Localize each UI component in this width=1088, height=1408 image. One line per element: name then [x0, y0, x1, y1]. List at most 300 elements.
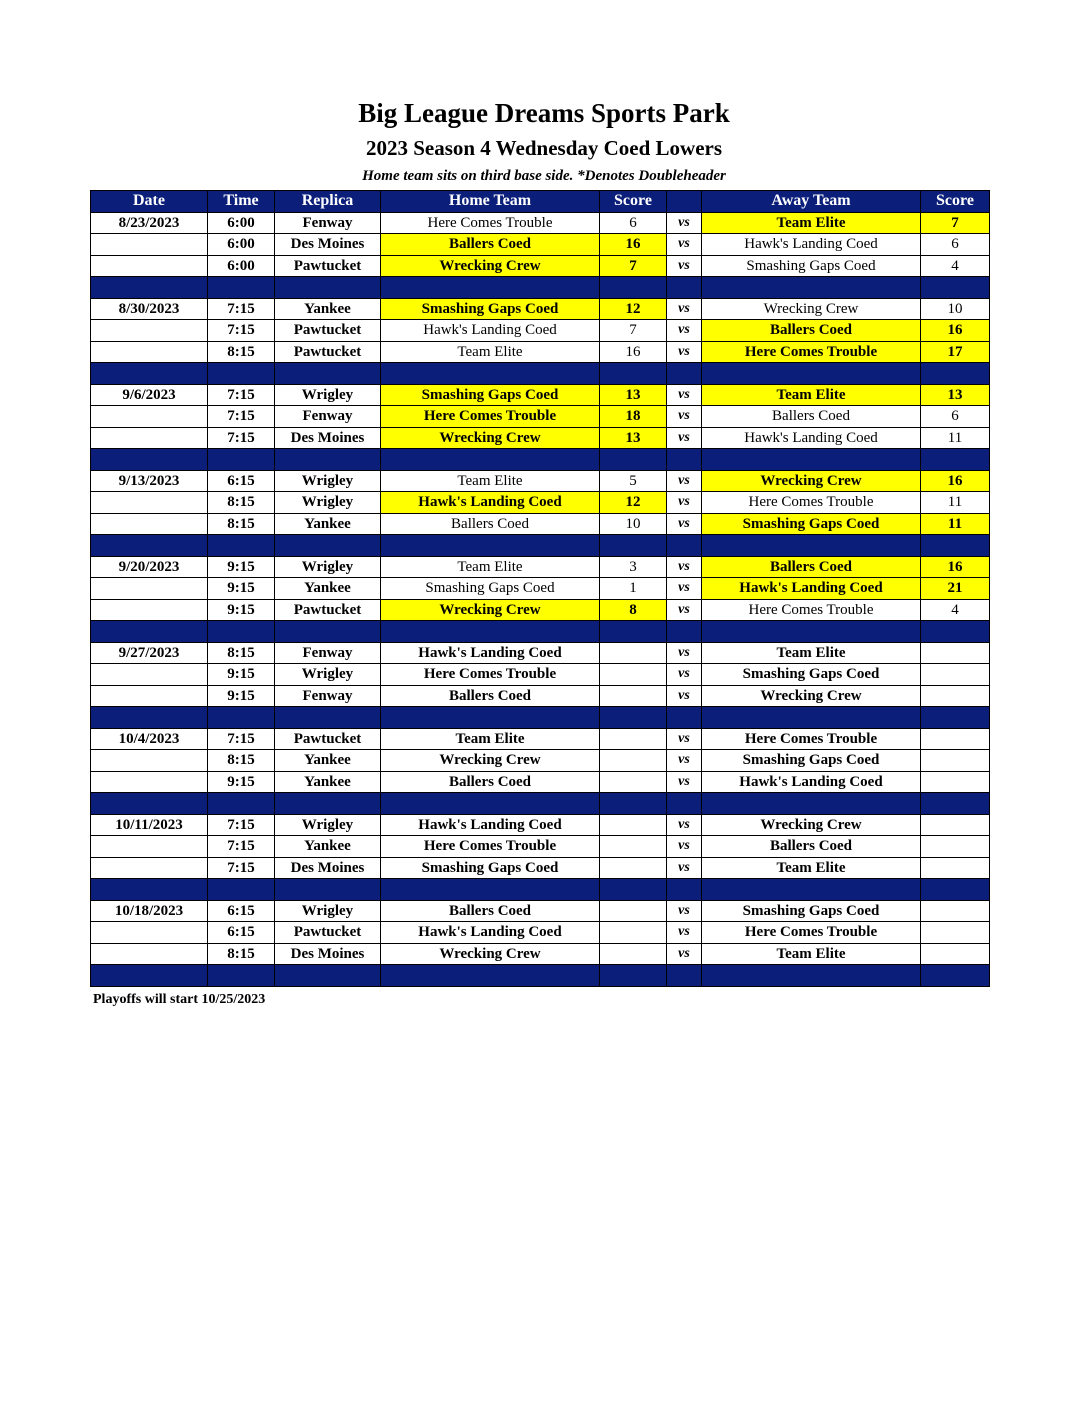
separator-cell: [667, 793, 702, 815]
away-team: Hawk's Landing Coed: [702, 771, 921, 793]
vs-label: vs: [667, 922, 702, 944]
game-replica: Fenway: [275, 212, 381, 234]
separator-cell: [91, 535, 208, 557]
game-row: [91, 513, 990, 535]
separator-cell: [275, 879, 381, 901]
separator-cell: [275, 965, 381, 987]
separator-cell: [702, 363, 921, 385]
page-title: Big League Dreams Sports Park: [358, 98, 730, 128]
separator-cell: [208, 965, 275, 987]
separator-cell: [208, 449, 275, 471]
game-replica: Wrigley: [275, 556, 381, 578]
game-time: 9:15: [208, 599, 275, 621]
game-row: [91, 234, 990, 256]
game-time: 8:15: [208, 341, 275, 363]
game-time: 7:15: [208, 857, 275, 879]
game-row: [91, 922, 990, 944]
game-row: [91, 728, 990, 750]
game-row: [91, 814, 990, 836]
separator-cell: [381, 879, 600, 901]
game-date: [91, 492, 208, 514]
separator-cell: [208, 621, 275, 643]
game-time: 9:15: [208, 578, 275, 600]
home-team: Hawk's Landing Coed: [381, 492, 600, 514]
away-score: [921, 857, 990, 879]
vs-label: vs: [667, 599, 702, 621]
vs-label: vs: [667, 685, 702, 707]
game-replica: Wrigley: [275, 384, 381, 406]
home-team: Ballers Coed: [381, 900, 600, 922]
separator-cell: [91, 449, 208, 471]
game-time: 9:15: [208, 664, 275, 686]
header-row: [91, 191, 990, 213]
separator-cell: [702, 535, 921, 557]
game-row: [91, 341, 990, 363]
separator-cell: [702, 621, 921, 643]
game-replica: Fenway: [275, 642, 381, 664]
separator-cell: [600, 621, 667, 643]
home-score: [600, 771, 667, 793]
separator-cell: [91, 707, 208, 729]
away-score: 11: [921, 427, 990, 449]
separator-cell: [91, 879, 208, 901]
separator-cell: [208, 363, 275, 385]
separator-cell: [381, 363, 600, 385]
game-date: [91, 234, 208, 256]
separator-cell: [275, 707, 381, 729]
week-separator: [91, 363, 990, 385]
away-team: Hawk's Landing Coed: [702, 234, 921, 256]
separator-cell: [91, 793, 208, 815]
vs-label: vs: [667, 255, 702, 277]
separator-cell: [600, 277, 667, 299]
vs-label: vs: [667, 664, 702, 686]
vs-label: vs: [667, 900, 702, 922]
separator-cell: [208, 793, 275, 815]
col-away-score: Score: [921, 191, 990, 213]
away-score: 4: [921, 255, 990, 277]
game-row: [91, 556, 990, 578]
home-team: Team Elite: [381, 341, 600, 363]
away-team: Ballers Coed: [702, 556, 921, 578]
home-team: Team Elite: [381, 556, 600, 578]
col-replica: Replica: [275, 191, 381, 213]
game-row: [91, 750, 990, 772]
separator-cell: [921, 879, 990, 901]
game-replica: Wrigley: [275, 814, 381, 836]
home-score: [600, 642, 667, 664]
away-score: 6: [921, 406, 990, 428]
away-team: Here Comes Trouble: [702, 599, 921, 621]
week-separator: [91, 793, 990, 815]
game-row: [91, 599, 990, 621]
away-team: Wrecking Crew: [702, 298, 921, 320]
game-date: [91, 427, 208, 449]
away-score: 21: [921, 578, 990, 600]
away-team: Team Elite: [702, 943, 921, 965]
game-date: [91, 943, 208, 965]
game-time: 8:15: [208, 642, 275, 664]
game-time: 7:15: [208, 814, 275, 836]
game-row: [91, 771, 990, 793]
game-row: [91, 470, 990, 492]
home-score: [600, 857, 667, 879]
vs-label: vs: [667, 492, 702, 514]
home-score: 13: [600, 427, 667, 449]
game-time: 6:15: [208, 900, 275, 922]
home-score: [600, 750, 667, 772]
away-team: Here Comes Trouble: [702, 492, 921, 514]
away-team: Smashing Gaps Coed: [702, 900, 921, 922]
home-score: 1: [600, 578, 667, 600]
vs-label: vs: [667, 406, 702, 428]
game-date: 10/11/2023: [91, 814, 208, 836]
game-date: [91, 320, 208, 342]
game-replica: Yankee: [275, 298, 381, 320]
away-score: 4: [921, 599, 990, 621]
vs-label: vs: [667, 513, 702, 535]
game-date: [91, 255, 208, 277]
away-score: 6: [921, 234, 990, 256]
home-team: Smashing Gaps Coed: [381, 384, 600, 406]
game-time: 6:15: [208, 922, 275, 944]
separator-cell: [275, 535, 381, 557]
game-time: 7:15: [208, 406, 275, 428]
game-replica: Yankee: [275, 750, 381, 772]
vs-label: vs: [667, 642, 702, 664]
col-vs: [667, 191, 702, 213]
game-replica: Fenway: [275, 406, 381, 428]
game-time: 9:15: [208, 556, 275, 578]
separator-cell: [208, 707, 275, 729]
game-date: 9/20/2023: [91, 556, 208, 578]
separator-cell: [91, 363, 208, 385]
game-replica: Des Moines: [275, 427, 381, 449]
game-time: 9:15: [208, 771, 275, 793]
game-date: [91, 771, 208, 793]
separator-cell: [921, 449, 990, 471]
home-team: Ballers Coed: [381, 685, 600, 707]
separator-cell: [381, 707, 600, 729]
home-score: [600, 900, 667, 922]
game-row: [91, 255, 990, 277]
home-team: Ballers Coed: [381, 513, 600, 535]
game-time: 7:15: [208, 298, 275, 320]
away-score: [921, 685, 990, 707]
game-date: 8/23/2023: [91, 212, 208, 234]
away-team: Wrecking Crew: [702, 685, 921, 707]
game-replica: Des Moines: [275, 234, 381, 256]
game-date: [91, 513, 208, 535]
game-row: [91, 427, 990, 449]
game-replica: Pawtucket: [275, 922, 381, 944]
away-score: [921, 728, 990, 750]
home-score: [600, 664, 667, 686]
schedule-note: Home team sits on third base side. *Denotes Doubleheader: [362, 168, 726, 184]
away-team: Ballers Coed: [702, 836, 921, 858]
vs-label: vs: [667, 341, 702, 363]
separator-cell: [921, 793, 990, 815]
game-replica: Yankee: [275, 836, 381, 858]
separator-cell: [208, 277, 275, 299]
week-separator: [91, 879, 990, 901]
separator-cell: [702, 965, 921, 987]
game-replica: Wrigley: [275, 900, 381, 922]
separator-cell: [91, 277, 208, 299]
game-row: [91, 320, 990, 342]
game-row: [91, 943, 990, 965]
game-replica: Pawtucket: [275, 599, 381, 621]
game-date: [91, 406, 208, 428]
week-separator: [91, 449, 990, 471]
vs-label: vs: [667, 814, 702, 836]
home-team: Here Comes Trouble: [381, 836, 600, 858]
home-score: [600, 836, 667, 858]
separator-cell: [91, 621, 208, 643]
separator-cell: [921, 621, 990, 643]
separator-cell: [702, 449, 921, 471]
away-team: Hawk's Landing Coed: [702, 427, 921, 449]
separator-cell: [667, 621, 702, 643]
home-team: Wrecking Crew: [381, 750, 600, 772]
home-team: Here Comes Trouble: [381, 212, 600, 234]
game-date: [91, 664, 208, 686]
separator-cell: [667, 965, 702, 987]
col-away-team: Away Team: [702, 191, 921, 213]
home-score: 12: [600, 298, 667, 320]
game-time: 6:00: [208, 255, 275, 277]
separator-cell: [381, 793, 600, 815]
home-team: Hawk's Landing Coed: [381, 320, 600, 342]
away-score: [921, 771, 990, 793]
game-date: [91, 578, 208, 600]
away-team: Smashing Gaps Coed: [702, 750, 921, 772]
game-time: 8:15: [208, 492, 275, 514]
separator-cell: [921, 535, 990, 557]
away-score: 16: [921, 470, 990, 492]
game-row: [91, 900, 990, 922]
home-score: 3: [600, 556, 667, 578]
separator-cell: [275, 449, 381, 471]
away-team: Team Elite: [702, 642, 921, 664]
home-score: 13: [600, 384, 667, 406]
separator-cell: [667, 277, 702, 299]
vs-label: vs: [667, 836, 702, 858]
game-replica: Pawtucket: [275, 341, 381, 363]
separator-cell: [667, 879, 702, 901]
away-score: 17: [921, 341, 990, 363]
col-time: Time: [208, 191, 275, 213]
separator-cell: [921, 965, 990, 987]
separator-cell: [921, 277, 990, 299]
away-team: Wrecking Crew: [702, 470, 921, 492]
game-date: 10/4/2023: [91, 728, 208, 750]
home-team: Here Comes Trouble: [381, 406, 600, 428]
vs-label: vs: [667, 470, 702, 492]
home-team: Ballers Coed: [381, 771, 600, 793]
home-team: Hawk's Landing Coed: [381, 814, 600, 836]
home-score: 7: [600, 255, 667, 277]
game-time: 8:15: [208, 750, 275, 772]
playoffs-note: Playoffs will start 10/25/2023: [93, 992, 266, 1007]
separator-cell: [702, 793, 921, 815]
week-separator: [91, 965, 990, 987]
home-score: [600, 943, 667, 965]
home-score: [600, 922, 667, 944]
separator-cell: [667, 363, 702, 385]
away-team: Smashing Gaps Coed: [702, 513, 921, 535]
separator-cell: [600, 707, 667, 729]
week-separator: [91, 277, 990, 299]
week-separator: [91, 707, 990, 729]
away-score: 13: [921, 384, 990, 406]
game-row: [91, 212, 990, 234]
home-team: Hawk's Landing Coed: [381, 922, 600, 944]
game-replica: Wrigley: [275, 664, 381, 686]
away-team: Team Elite: [702, 384, 921, 406]
vs-label: vs: [667, 234, 702, 256]
game-row: [91, 857, 990, 879]
separator-cell: [208, 879, 275, 901]
vs-label: vs: [667, 556, 702, 578]
vs-label: vs: [667, 750, 702, 772]
separator-cell: [600, 879, 667, 901]
col-date: Date: [91, 191, 208, 213]
page-subtitle: 2023 Season 4 Wednesday Coed Lowers: [365, 136, 723, 160]
vs-label: vs: [667, 320, 702, 342]
away-score: [921, 900, 990, 922]
away-team: Hawk's Landing Coed: [702, 578, 921, 600]
away-team: Here Comes Trouble: [702, 922, 921, 944]
game-replica: Des Moines: [275, 857, 381, 879]
game-row: [91, 384, 990, 406]
home-team: Team Elite: [381, 470, 600, 492]
separator-cell: [275, 363, 381, 385]
home-team: Wrecking Crew: [381, 427, 600, 449]
game-date: [91, 922, 208, 944]
away-team: Team Elite: [702, 857, 921, 879]
away-team: Team Elite: [702, 212, 921, 234]
vs-label: vs: [667, 578, 702, 600]
col-home-team: Home Team: [381, 191, 600, 213]
separator-cell: [208, 535, 275, 557]
game-time: 9:15: [208, 685, 275, 707]
game-date: [91, 599, 208, 621]
vs-label: vs: [667, 771, 702, 793]
game-time: 7:15: [208, 384, 275, 406]
away-team: Here Comes Trouble: [702, 341, 921, 363]
away-team: Ballers Coed: [702, 406, 921, 428]
game-replica: Fenway: [275, 685, 381, 707]
away-team: Smashing Gaps Coed: [702, 255, 921, 277]
game-date: 10/18/2023: [91, 900, 208, 922]
game-date: 9/13/2023: [91, 470, 208, 492]
separator-cell: [381, 449, 600, 471]
schedule-body: [91, 212, 990, 986]
game-row: [91, 836, 990, 858]
game-replica: Des Moines: [275, 943, 381, 965]
separator-cell: [275, 793, 381, 815]
game-date: [91, 836, 208, 858]
separator-cell: [702, 277, 921, 299]
col-home-score: Score: [600, 191, 667, 213]
away-score: 10: [921, 298, 990, 320]
away-score: 11: [921, 513, 990, 535]
game-date: [91, 857, 208, 879]
away-team: Ballers Coed: [702, 320, 921, 342]
game-time: 6:00: [208, 212, 275, 234]
game-row: [91, 664, 990, 686]
separator-cell: [600, 535, 667, 557]
game-time: 7:15: [208, 728, 275, 750]
home-team: Here Comes Trouble: [381, 664, 600, 686]
game-time: 8:15: [208, 513, 275, 535]
away-score: [921, 943, 990, 965]
away-score: [921, 642, 990, 664]
week-separator: [91, 535, 990, 557]
game-replica: Wrigley: [275, 492, 381, 514]
game-date: 9/6/2023: [91, 384, 208, 406]
home-score: 16: [600, 234, 667, 256]
separator-cell: [91, 965, 208, 987]
schedule-table: [90, 190, 990, 987]
vs-label: vs: [667, 298, 702, 320]
home-score: 18: [600, 406, 667, 428]
home-team: Smashing Gaps Coed: [381, 298, 600, 320]
away-team: Here Comes Trouble: [702, 728, 921, 750]
separator-cell: [381, 277, 600, 299]
game-time: 6:00: [208, 234, 275, 256]
home-score: 5: [600, 470, 667, 492]
away-score: [921, 836, 990, 858]
home-score: 16: [600, 341, 667, 363]
home-team: Smashing Gaps Coed: [381, 857, 600, 879]
vs-label: vs: [667, 427, 702, 449]
away-score: [921, 814, 990, 836]
home-team: Team Elite: [381, 728, 600, 750]
game-time: 7:15: [208, 427, 275, 449]
vs-label: vs: [667, 857, 702, 879]
game-replica: Yankee: [275, 513, 381, 535]
home-score: 12: [600, 492, 667, 514]
home-team: Ballers Coed: [381, 234, 600, 256]
home-score: [600, 728, 667, 750]
separator-cell: [381, 965, 600, 987]
separator-cell: [921, 707, 990, 729]
separator-cell: [381, 621, 600, 643]
separator-cell: [275, 621, 381, 643]
game-replica: Yankee: [275, 578, 381, 600]
separator-cell: [702, 879, 921, 901]
game-row: [91, 578, 990, 600]
away-score: [921, 750, 990, 772]
separator-cell: [667, 449, 702, 471]
game-row: [91, 298, 990, 320]
separator-cell: [600, 793, 667, 815]
game-row: [91, 642, 990, 664]
game-date: [91, 685, 208, 707]
away-score: 16: [921, 556, 990, 578]
away-score: [921, 664, 990, 686]
game-date: 9/27/2023: [91, 642, 208, 664]
game-replica: Yankee: [275, 771, 381, 793]
separator-cell: [667, 535, 702, 557]
separator-cell: [275, 277, 381, 299]
separator-cell: [667, 707, 702, 729]
home-team: Smashing Gaps Coed: [381, 578, 600, 600]
vs-label: vs: [667, 728, 702, 750]
away-score: 11: [921, 492, 990, 514]
